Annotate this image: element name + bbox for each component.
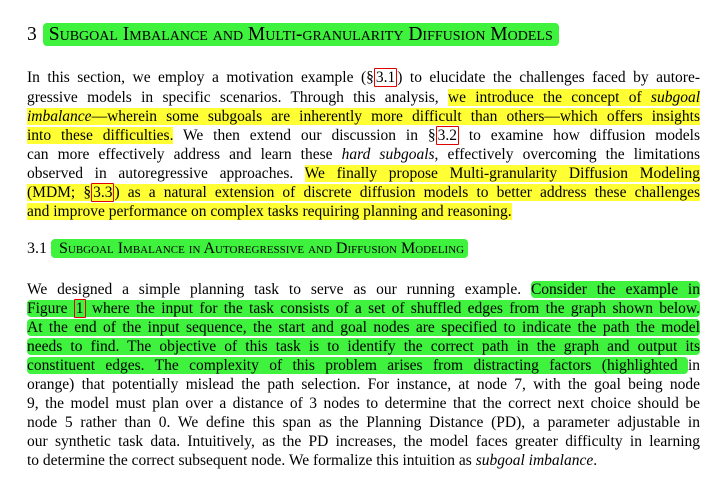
body-line-9: our synthetic task data. Intuitively, as the PD increases, the model faces greater difficulty in learning [27, 433, 700, 450]
ref-link-3-2[interactable]: 3.2 [437, 127, 457, 144]
section-title: Subgoal Imbalance and Multi-granularity Diffusion Models [43, 23, 559, 46]
intro-line-8 [27, 202, 700, 221]
highlight-green: Figure 1 where the input for the task consists of a set of shuffled edges from the graph shown below. [27, 300, 700, 317]
intro-line-2: gressive models in specific scenarios. Through this analysis, we introduce the concept of subgoal [27, 89, 700, 106]
intro-line-6: observed in autoregressive approaches. We finally propose Multi-granularity Diffusion Modeling [27, 165, 700, 182]
subsection-heading [27, 240, 468, 258]
body-line-2 [27, 299, 700, 318]
body-line-6: orange) that potentially mislead the path selection. For instance, at node 7, with the goal being node [27, 376, 700, 393]
intro-line-3 [27, 107, 700, 126]
body-line-8: node 5 rather than 0. We define this span as the Planning Distance (PD), a parameter adjustable in [27, 414, 700, 431]
body-line-4 [27, 337, 700, 356]
highlight-green: Consider the example in [530, 281, 700, 298]
highlight-green: constituent edges. The complexity of this problem arises from distracting factors (highlighted [27, 357, 688, 374]
section-number: 3 [27, 24, 37, 45]
ref-link-3-1[interactable]: 3.1 [375, 69, 396, 86]
highlight-yellow: (MDM; § 3.3 ) as a natural extension of discrete diffusion models to better address these challenges [27, 184, 700, 201]
highlight-yellow: we introduce the concept of subgoal [447, 89, 700, 106]
subsection-number: 3.1 [27, 240, 47, 257]
ref-link-3-3[interactable]: 3.3 [93, 184, 113, 201]
highlight-green: At the end of the input sequence, the start and goal nodes are specified to indicate the path the model [27, 319, 700, 336]
subsection-title: Subgoal Imbalance in Autoregressive and Diffusion Modeling [51, 239, 468, 258]
body-line-5: constituent edges. The complexity of this problem arises from distracting factors (highlighted in [27, 357, 700, 374]
body-line-7: 9, the model must plan over a distance of 3 nodes to determine that the correct next choice should be [27, 395, 700, 412]
section-heading [27, 24, 559, 46]
body-line-3 [27, 318, 700, 337]
body-line-10: to determine the correct subsequent node. We formalize this intuition as subgoal imbalance. [27, 452, 598, 469]
highlight-yellow: imbalance—wherein some subgoals are inherently more difficult than others—which offers insights [27, 108, 700, 125]
highlight-yellow: and improve performance on complex tasks requiring planning and reasoning. [27, 203, 512, 220]
highlight-green: needs to find. The objective of this task is to identify the correct path in the graph and output its [27, 338, 700, 355]
intro-line-4: into these difficulties. We then extend our discussion in § 3.2 to examine how diffusion models [27, 127, 701, 144]
highlight-yellow: into these difficulties. [27, 127, 174, 144]
figure-ref-1[interactable]: 1 [75, 300, 84, 317]
intro-line-1: In this section, we employ a motivation example (§ 3.1 ) to elucidate the challenges faced by autore- [27, 69, 700, 86]
highlight-yellow: We finally propose Multi-granularity Diffusion Modeling [304, 165, 700, 182]
intro-line-5: can more effectively address and learn these hard subgoals, effectively overcoming the limitations [27, 146, 701, 163]
intro-line-7 [27, 183, 700, 202]
body-line-1: We designed a simple planning task to serve as our running example. Consider the example in [27, 281, 700, 298]
